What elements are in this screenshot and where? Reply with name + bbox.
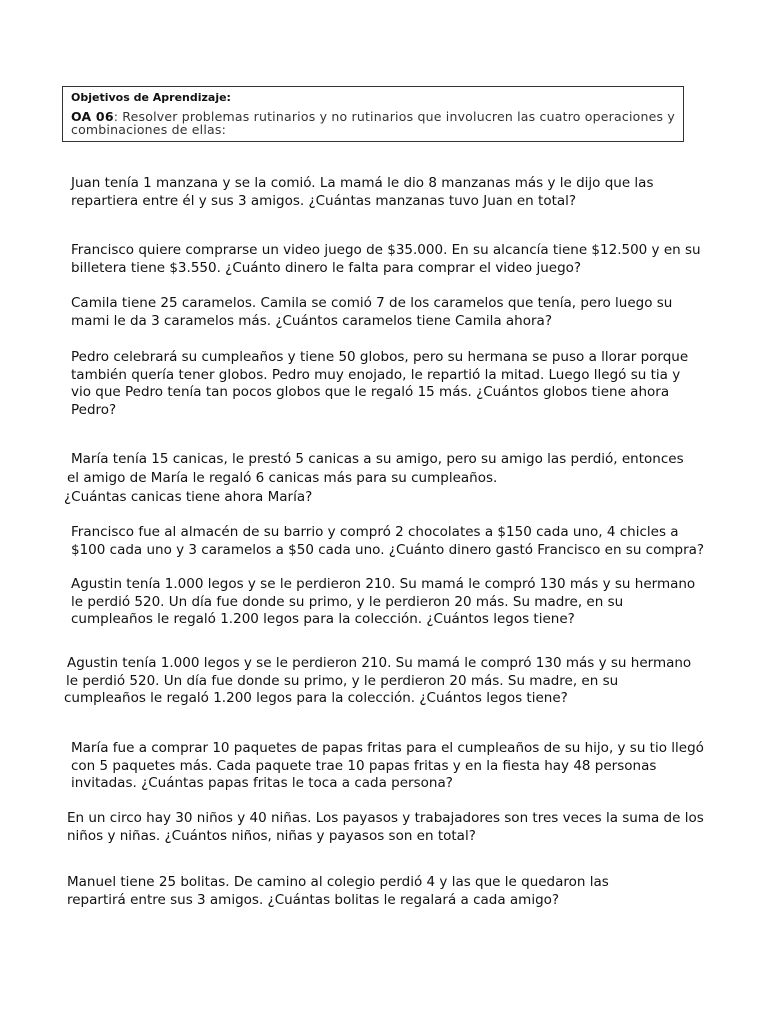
objective-description: : Resolver problemas rutinarios y no rutinarios que involucren las cuatro operaciones y xyxy=(113,109,675,124)
problem-2 xyxy=(71,242,701,277)
problem-line: Agustin tenía 1.000 legos y se le perdieron 210. Su mamá le compró 130 más y su hermano xyxy=(67,655,692,671)
problem-4 xyxy=(71,349,688,419)
problem-line: repartiera entre él y sus 3 amigos. ¿Cuántas manzanas tuvo Juan en total? xyxy=(71,192,577,209)
problem-10 xyxy=(67,810,704,845)
problem-7 xyxy=(71,576,695,629)
problem-line: repartirá entre sus 3 amigos. ¿Cuántas bolitas le regalará a cada amigo? xyxy=(67,891,560,908)
problem-line: con 5 paquetes más. Cada paquete trae 10 papas fritas y en la fiesta hay 48 personas xyxy=(71,757,657,774)
problem-line: Juan tenía 1 manzana y se la comió. La mamá le dio 8 manzanas más y le dijo que las xyxy=(71,175,654,191)
problem-line: billetera tiene $3.550. ¿Cuánto dinero le falta para comprar el video juego? xyxy=(71,259,582,276)
objective-code: OA 06 xyxy=(71,109,114,124)
problem-line: invitadas. ¿Cuántas papas fritas le toca a cada persona? xyxy=(71,775,453,791)
problem-line: el amigo de María le regaló 6 canicas más para su cumpleaños. xyxy=(67,470,498,486)
problem-8 xyxy=(64,655,691,708)
problem-line: mami le da 3 caramelos más. ¿Cuántos caramelos tiene Camila ahora? xyxy=(71,312,552,329)
problem-line: María fue a comprar 10 paquetes de papas fritas para el cumpleaños de su hijo, y su tio llegó xyxy=(71,740,704,756)
problem-9 xyxy=(71,740,704,793)
problem-line: Pedro celebrará su cumpleaños y tiene 50 globos, pero su hermana se puso a llorar porque xyxy=(71,349,689,365)
learning-objectives-box xyxy=(62,86,684,142)
problem-line: Manuel tiene 25 bolitas. De camino al colegio perdió 4 y las que le quedaron las xyxy=(67,874,609,890)
problem-line: Francisco quiere comprarse un video juego de $35.000. En su alcancía tiene $12.500 y en su xyxy=(71,242,701,258)
problem-line: Camila tiene 25 caramelos. Camila se comió 7 de los caramelos que tenía, pero luego su xyxy=(71,295,673,311)
problem-1 xyxy=(71,175,653,210)
objectives-heading: Objetivos de Aprendizaje: xyxy=(71,91,231,104)
problem-5 xyxy=(64,450,684,507)
objective-text xyxy=(71,110,675,136)
problem-line: ¿Cuántas canicas tiene ahora María? xyxy=(64,489,313,505)
problem-line: cumpleaños le regaló 1.200 legos para la colección. ¿Cuántos legos tiene? xyxy=(64,690,568,706)
problem-line: también quería tener globos. Pedro muy enojado, le repartió la mitad. Luego llegó su tia y xyxy=(71,366,681,383)
problem-line: María tenía 15 canicas, le prestó 5 canicas a su amigo, pero su amigo las perdió, entonces xyxy=(71,451,684,467)
problem-6 xyxy=(71,524,704,559)
problem-line: cumpleaños le regaló 1.200 legos para la colección. ¿Cuántos legos tiene? xyxy=(71,611,575,627)
problem-line: le perdió 520. Un día fue donde su primo, y le perdieron 20 más. Su madre, en su xyxy=(71,593,624,610)
problem-11 xyxy=(67,874,609,909)
problem-line: Francisco fue al almacén de su barrio y compró 2 chocolates a $150 cada uno, 4 chicles a xyxy=(71,524,679,540)
problem-line: vio que Pedro tenía tan pocos globos que le regaló 15 más. ¿Cuántos globos tiene ahora xyxy=(71,384,670,400)
problem-line: le perdió 520. Un día fue donde su primo, y le perdieron 20 más. Su madre, en su xyxy=(66,672,619,689)
problem-line: En un circo hay 30 niños y 40 niñas. Los payasos y trabajadores son tres veces la suma de los xyxy=(67,810,704,826)
problem-3 xyxy=(71,295,672,330)
problem-line: Agustin tenía 1.000 legos y se le perdieron 210. Su mamá le compró 130 más y su hermano xyxy=(71,576,696,592)
problem-line: Pedro? xyxy=(71,401,117,418)
objective-description-cont: combinaciones de ellas: xyxy=(71,122,226,137)
problem-line: $100 cada uno y 3 caramelos a $50 cada uno. ¿Cuánto dinero gastó Francisco en su compra? xyxy=(71,541,705,558)
problem-line: niños y niñas. ¿Cuántos niños, niñas y payasos son en total? xyxy=(67,827,476,844)
